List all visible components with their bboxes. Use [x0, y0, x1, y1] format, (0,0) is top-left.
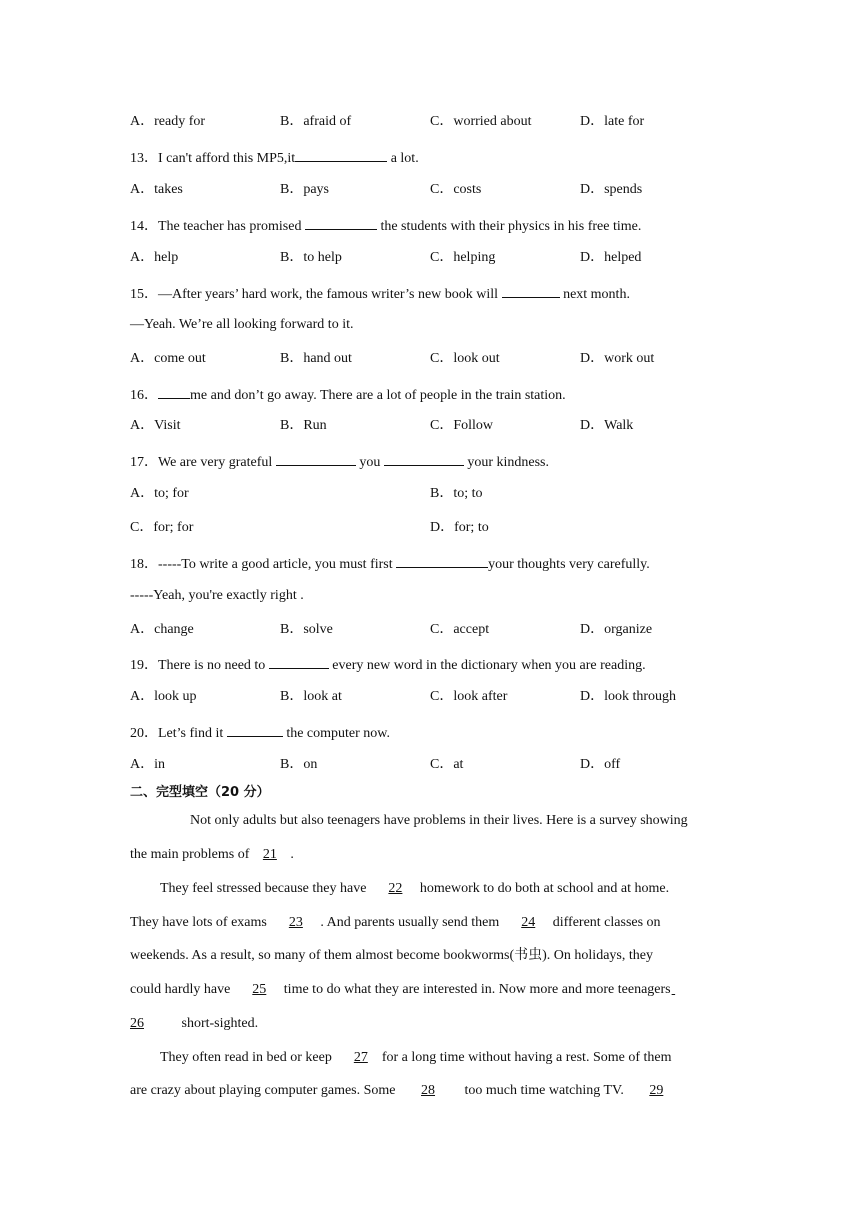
q16-option-b[interactable]: B．Run	[280, 418, 327, 433]
q15-option-c[interactable]: C．look out	[430, 351, 500, 366]
passage-line-2	[130, 846, 294, 864]
q20-stem-text: 20．Let’s find it	[130, 726, 227, 741]
q13-option-a[interactable]: A．takes	[130, 182, 183, 197]
passage-line-6	[130, 981, 676, 999]
q18-stem-text-after: your thoughts very carefully.	[488, 557, 650, 572]
q13-blank[interactable]	[295, 147, 387, 162]
q20-blank[interactable]	[227, 722, 283, 737]
passage-line-9	[130, 1082, 667, 1100]
cloze-blank-23[interactable]: 23	[288, 915, 303, 930]
q15-option-a[interactable]: A．come out	[130, 351, 206, 366]
q15-stem	[130, 283, 630, 304]
q12-option-a[interactable]: A．ready for	[130, 114, 206, 129]
passage-line-8	[160, 1049, 672, 1067]
passage-text: too much time watching TV.	[461, 1083, 628, 1098]
q12-option-b[interactable]: B．afraid of	[280, 114, 352, 129]
q18-option-d[interactable]: D．organize	[580, 622, 653, 637]
q14-stem	[130, 215, 641, 236]
q16-option-c[interactable]: C．Follow	[430, 418, 494, 433]
passage-text: could hardly have	[130, 982, 231, 997]
q15-option-d[interactable]: D．work out	[580, 351, 655, 366]
q14-option-b[interactable]: B．to help	[280, 250, 342, 265]
q15-blank[interactable]	[502, 283, 560, 298]
passage-text: short-sighted.	[178, 1016, 259, 1031]
passage-text: for a long time without having a rest. Some of them	[381, 1050, 672, 1065]
passage-text: the main problems of	[130, 847, 253, 862]
q13-stem-text-after: a lot.	[387, 151, 419, 166]
q17-option-d[interactable]: D．for; to	[430, 520, 489, 535]
q18-option-a[interactable]: A．change	[130, 622, 194, 637]
q13-option-c[interactable]: C．costs	[430, 182, 482, 197]
passage-line-4	[130, 914, 661, 932]
q14-stem-text: 14．The teacher has promised	[130, 219, 305, 234]
q20-stem	[130, 722, 390, 743]
q19-option-a[interactable]: A．look up	[130, 689, 197, 704]
cloze-blank-22[interactable]: 22	[388, 881, 403, 896]
q14-blank[interactable]	[305, 215, 377, 230]
q17-stem	[130, 451, 549, 472]
q19-option-c[interactable]: C．look after	[430, 689, 508, 704]
q12-option-c[interactable]: C．worried about	[430, 114, 532, 129]
q16-blank[interactable]	[158, 384, 190, 399]
q14-option-d[interactable]: D．helped	[580, 250, 642, 265]
q18-option-b[interactable]: B．solve	[280, 622, 333, 637]
q18-option-c[interactable]: C．accept	[430, 622, 490, 637]
blank-underline-tail	[671, 982, 677, 997]
q19-stem	[130, 654, 646, 675]
q16-stem	[130, 384, 566, 405]
q17-stem-text: 17．We are very grateful	[130, 455, 276, 470]
q17-blank-2[interactable]	[384, 451, 464, 466]
q15-reply: —Yeah. We’re all looking forward to it.	[130, 317, 354, 332]
q13-stem-text: 13．I can't afford this MP5,it	[130, 151, 296, 166]
cloze-blank-21[interactable]: 21	[262, 847, 277, 862]
q17-option-b[interactable]: B．to; to	[430, 486, 483, 501]
passage-text: . And parents usually send them	[316, 915, 500, 930]
cloze-blank-25[interactable]: 25	[252, 982, 267, 997]
section-heading: 二、完型填空（20 分）	[130, 785, 270, 800]
q19-blank[interactable]	[269, 654, 329, 669]
q17-option-c[interactable]: C．for; for	[130, 520, 194, 535]
q12-option-d[interactable]: D．late for	[580, 114, 645, 129]
q18-stem	[130, 553, 650, 574]
q17-option-a[interactable]: A．to; for	[130, 486, 189, 501]
q13-option-b[interactable]: B．pays	[280, 182, 329, 197]
q19-stem-text-after: every new word in the dictionary when you are reading.	[328, 658, 646, 673]
q15-stem-text: 15．—After years’ hard work, the famous writer’s new book will	[130, 287, 502, 302]
q20-option-a[interactable]: A．in	[130, 757, 165, 772]
q16-option-d[interactable]: D．Walk	[580, 418, 634, 433]
q18-stem-text: 18．-----To write a good article, you must first	[130, 557, 397, 572]
passage-line-5: weekends. As a result, so many of them almost become bookworms(书虫). On holidays, they	[130, 948, 653, 963]
q18-blank[interactable]	[396, 553, 488, 568]
q19-option-b[interactable]: B．look at	[280, 689, 342, 704]
q20-option-d[interactable]: D．off	[580, 757, 621, 772]
q17-stem-text-after: your kindness.	[463, 455, 549, 470]
q16-stem-text-after: me and don’t go away. There are a lot of people in the train station.	[190, 388, 566, 403]
q16-stem-text: 16．	[130, 388, 158, 403]
q20-option-b[interactable]: B．on	[280, 757, 318, 772]
q13-stem	[130, 147, 419, 168]
q20-option-c[interactable]: C．at	[430, 757, 464, 772]
passage-text: homework to do both at school and at home.	[416, 881, 670, 896]
passage-text: They feel stressed because they have	[160, 881, 367, 896]
cloze-blank-28[interactable]: 28	[421, 1083, 436, 1098]
passage-text: They often read in bed or keep	[160, 1050, 332, 1065]
passage-line-7	[130, 1015, 258, 1033]
q13-option-d[interactable]: D．spends	[580, 182, 643, 197]
passage-text: are crazy about playing computer games. Some	[130, 1083, 400, 1098]
q14-option-a[interactable]: A．help	[130, 250, 179, 265]
q20-stem-text-after: the computer now.	[282, 726, 391, 741]
q17-stem-text-mid: you	[355, 455, 384, 470]
cloze-blank-29[interactable]: 29	[649, 1083, 664, 1098]
passage-text: different classes on	[549, 915, 661, 930]
passage-line-3	[160, 880, 669, 898]
passage-line-1: Not only adults but also teenagers have problems in their lives. Here is a survey showing	[190, 813, 688, 828]
cloze-blank-27[interactable]: 27	[353, 1050, 368, 1065]
cloze-blank-26[interactable]: 26	[130, 1016, 144, 1031]
q18-reply: -----Yeah, you're exactly right .	[130, 588, 304, 603]
passage-text: They have lots of exams	[130, 915, 267, 930]
q16-option-a[interactable]: A．Visit	[130, 418, 181, 433]
passage-text: .	[286, 847, 294, 862]
q14-stem-text-after: the students with their physics in his free time.	[376, 219, 642, 234]
q19-option-d[interactable]: D．look through	[580, 689, 677, 704]
q15-option-b[interactable]: B．hand out	[280, 351, 352, 366]
q17-blank-1[interactable]	[276, 451, 356, 466]
passage-text: time to do what they are interested in. Now more and more teenagers	[280, 982, 671, 997]
cloze-blank-24[interactable]: 24	[521, 915, 536, 930]
q15-stem-text-after: next month.	[559, 287, 630, 302]
q14-option-c[interactable]: C．helping	[430, 250, 496, 265]
q19-stem-text: 19．There is no need to	[130, 658, 269, 673]
